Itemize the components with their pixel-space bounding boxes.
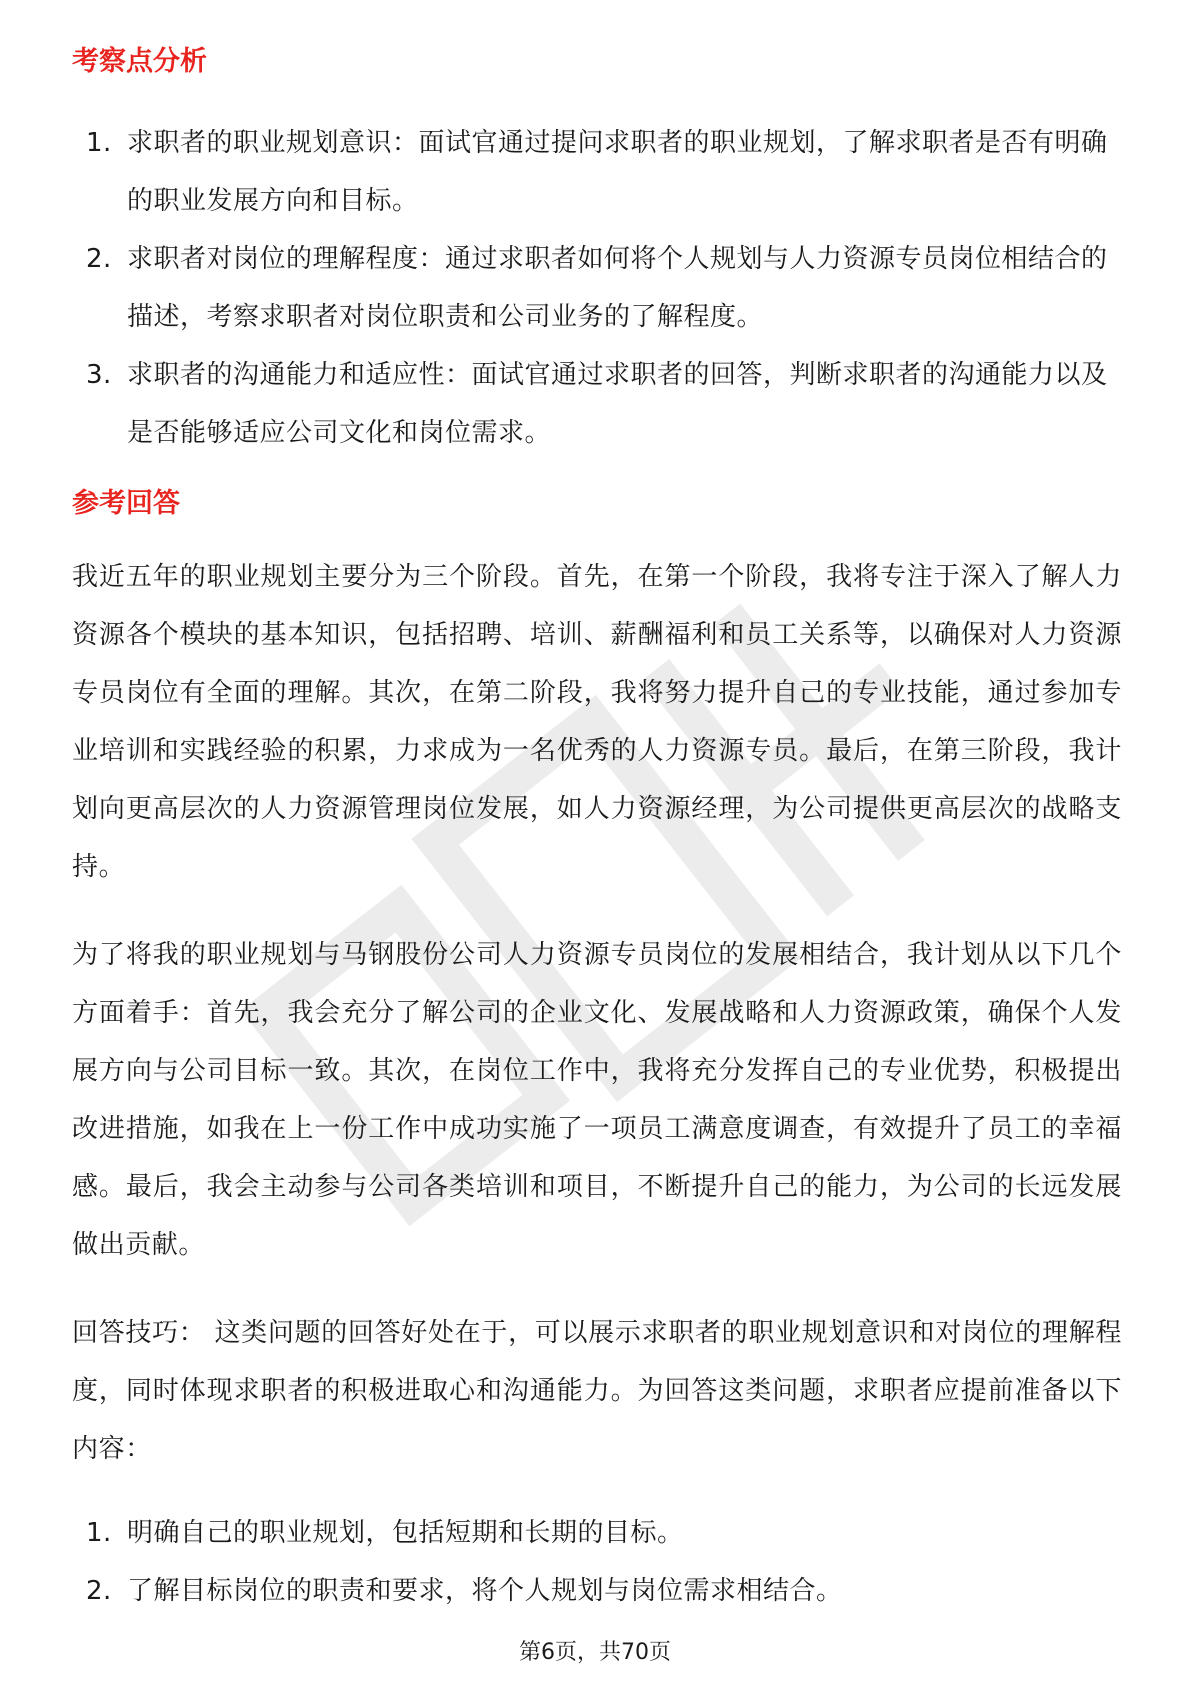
list-item (72, 346, 1122, 462)
list-item-number: 2. (86, 1576, 112, 1606)
list-item (72, 230, 1122, 346)
list-item-number: 3. (86, 360, 112, 390)
answer-heading: 参考回答 (72, 488, 180, 519)
list-item (72, 114, 1122, 230)
page-number: 第6页，共70页 (519, 1640, 671, 1665)
list-item-number: 2. (86, 244, 112, 274)
analysis-heading: 考察点分析 (72, 46, 207, 77)
list-item-number: 1. (86, 1518, 112, 1548)
list-item (72, 1562, 1122, 1620)
document-page (72, 44, 1122, 1620)
list-item-text: 了解目标岗位的职责和要求，将个人规划与岗位需求相结合。 (127, 1576, 843, 1606)
tips-list (72, 1504, 1122, 1620)
list-item-number: 1. (86, 128, 112, 158)
analysis-list (72, 114, 1122, 462)
list-item-text: 明确自己的职业规划，包括短期和长期的目标。 (127, 1518, 684, 1548)
list-item-text: 求职者对岗位的理解程度：通过求职者如何将个人规划与人力资源专员岗位相结合的描述，考察求职者对岗位职责和公司业务的了解程度。 (127, 244, 1108, 332)
tips-paragraph: 回答技巧： 这类问题的回答好处在于，可以展示求职者的职业规划意识和对岗位的理解程度，同时体现求职者的积极进取心和沟通能力。为回答这类问题，求职者应提前准备以下内容： (72, 1318, 1122, 1464)
list-item (72, 1504, 1122, 1562)
answer-paragraph: 为了将我的职业规划与马钢股份公司人力资源专员岗位的发展相结合，我计划从以下几个方面着手：首先，我会充分了解公司的企业文化、发展战略和人力资源政策，确保个人发展方向与公司目标一致。其次，在岗位工作中，我将充分发挥自己的专业优势，积极提出改进措施，如我在上一份工作中成功实施了一项员工满意度调查，有效提升了员工的幸福感。最后，我会主动参与公司各类培训和项目，不断提升自己的能力，为公司的长远发展做出贡献。 (72, 940, 1122, 1260)
list-item-text: 求职者的沟通能力和适应性：面试官通过求职者的回答，判断求职者的沟通能力以及是否能够适应公司文化和岗位需求。 (127, 360, 1108, 448)
answer-paragraph: 我近五年的职业规划主要分为三个阶段。首先，在第一个阶段，我将专注于深入了解人力资源各个模块的基本知识，包括招聘、培训、薪酬福利和员工关系等，以确保对人力资源专员岗位有全面的理解。其次，在第二阶段，我将努力提升自己的专业技能，通过参加专业培训和实践经验的积累，力求成为一名优秀的人力资源专员。最后，在第三阶段，我计划向更高层次的人力资源管理岗位发展，如人力资源经理，为公司提供更高层次的战略支持。 (72, 562, 1122, 882)
list-item-text: 求职者的职业规划意识：面试官通过提问求职者的职业规划，了解求职者是否有明确的职业发展方向和目标。 (127, 128, 1108, 216)
